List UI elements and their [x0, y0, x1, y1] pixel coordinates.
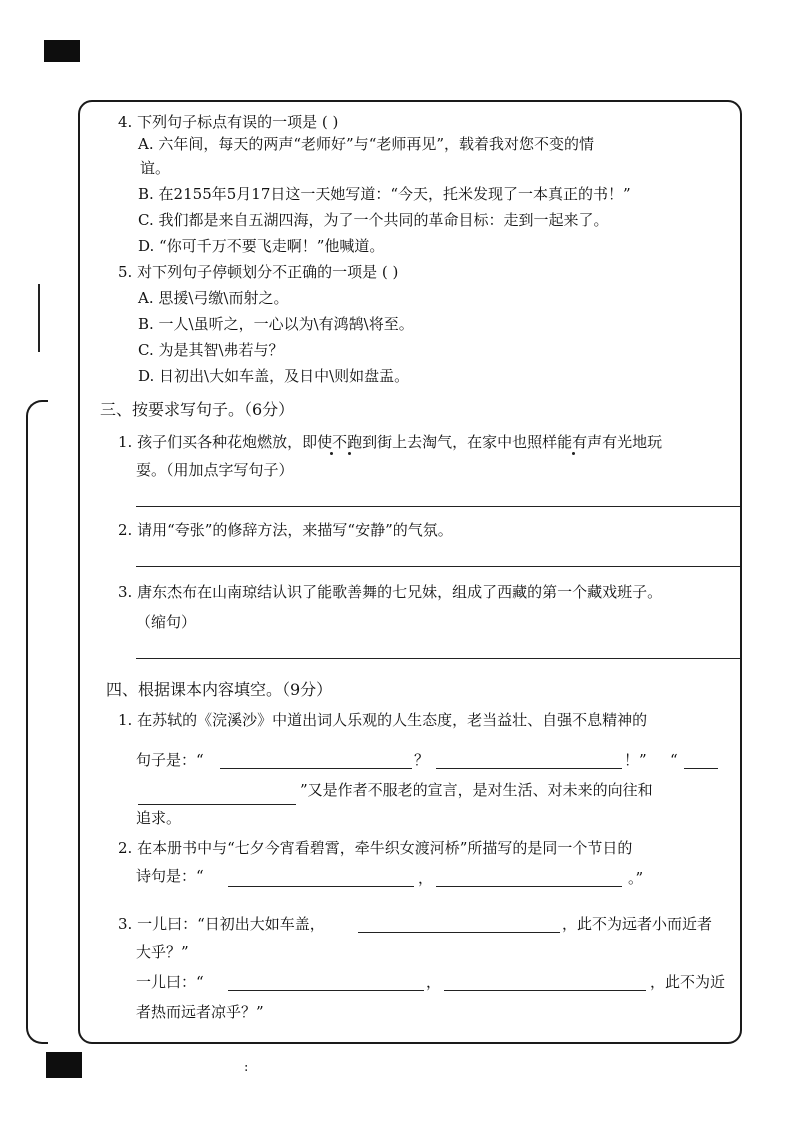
q4-option-a-cont: 谊。 [140, 159, 171, 177]
footer-colon: : [244, 1060, 249, 1075]
q5-option-d: D. 日初出\大如车盖，及日中\则如盘盂。 [138, 367, 410, 385]
s3-q3-answer-line[interactable] [136, 658, 740, 659]
s4-q2-end: 。” [628, 869, 644, 887]
emphasis-dot [330, 452, 333, 455]
registration-mark-bottom [46, 1052, 82, 1078]
s4-q3-blank-2[interactable] [228, 990, 424, 991]
s4-q2-blank-2[interactable] [436, 886, 622, 887]
s3-q2-answer-line[interactable] [136, 566, 740, 567]
s4-q1-blank-1[interactable] [220, 768, 412, 769]
s4-q1-tail: ”又是作者不服老的宣言，是对生活、对未来的向往和 [300, 781, 653, 799]
s4-q1-blank-2[interactable] [436, 768, 622, 769]
s4-q3-blank-3[interactable] [444, 990, 646, 991]
emphasis-dot [572, 452, 575, 455]
s4-q2-prefix: 诗句是：“ [136, 867, 204, 885]
q4-option-d: D. “你可千万不要飞走啊！”他喊道。 [138, 237, 385, 255]
section3-title: 三、按要求写句子。（6分） [100, 400, 295, 419]
registration-mark-top [44, 40, 80, 62]
s4-q1-prefix: 句子是：“ [136, 751, 204, 769]
s4-q3-tail: ，此不为远者小而近者 [562, 915, 713, 933]
s4-q3-line4: 者热而远者凉乎？” [136, 1003, 264, 1021]
binding-bracket [26, 400, 48, 1044]
q4-option-b: B. 在2155年5月17日这一天她写道：“今天，托米发现了一本真正的书！” [138, 185, 631, 203]
s4-q1-blank-3a[interactable] [684, 768, 718, 769]
s3-q1-line2: 耍。（用加点字写句子） [136, 461, 294, 479]
s3-q2: 2. 请用“夸张”的修辞方法，来描写“安静”的气氛。 [118, 521, 453, 539]
q5-option-b: B. 一人\虽听之，一心以为\有鸿鹄\将至。 [138, 315, 414, 333]
s4-q1-line1: 1. 在苏轼的《浣溪沙》中道出词人乐观的人生态度，老当益壮、自强不息精神的 [118, 711, 648, 729]
s4-q1-end: 追求。 [136, 809, 182, 827]
s4-q3-prefix: 3. 一儿曰：“日初出大如车盖， [118, 915, 325, 933]
q5-option-a: A. 思援\弓缴\而射之。 [138, 289, 289, 307]
s3-q3-line1: 3. 唐东杰布在山南琼结认识了能歌善舞的七兄妹，组成了西藏的第一个藏戏班子。 [118, 583, 663, 601]
margin-line-upper [38, 284, 40, 352]
s4-q3-blank-1[interactable] [358, 932, 560, 933]
q4-option-a: A. 六年间，每天的两声“老师好”与“老师再见”，载着我对您不变的情 [138, 135, 595, 153]
s4-q1-open-quote: “ [670, 751, 678, 769]
s4-q2-comma: ， [418, 869, 434, 887]
s4-q2-blank-1[interactable] [228, 886, 414, 887]
s4-q3-line3-tail: ，此不为近 [650, 973, 726, 991]
s4-q1-exclaim: ！” [624, 751, 647, 769]
q5-stem: 5. 对下列句子停顿划分不正确的一项是 ( ) [118, 263, 399, 281]
s3-q1-line1: 1. 孩子们买各种花炮燃放，即使不跑到街上去淘气，在家中也照样能有声有光地玩 [118, 433, 663, 451]
q4-stem: 4. 下列句子标点有误的一项是 ( ) [118, 113, 339, 131]
s4-q3-line3-prefix: 一儿曰：“ [136, 973, 204, 991]
section4-title: 四、根据课本内容填空。（9分） [106, 680, 333, 699]
s4-q3-line2: 大乎？” [136, 943, 189, 961]
s4-q1-blank-3b[interactable] [138, 804, 296, 805]
emphasis-dot [348, 452, 351, 455]
s4-q1-question-mark: ？ [414, 751, 430, 769]
s4-q3-comma: ， [426, 973, 442, 991]
s3-q1-answer-line[interactable] [136, 506, 740, 507]
s3-q3-line2: （缩句） [136, 613, 197, 631]
s4-q2-line1: 2. 在本册书中与“七夕今宵看碧霄，牵牛织女渡河桥”所描写的是同一个节日的 [118, 839, 633, 857]
q4-option-c: C. 我们都是来自五湖四海，为了一个共同的革命目标：走到一起来了。 [138, 211, 609, 229]
q5-option-c: C. 为是其智\弗若与？ [138, 341, 284, 359]
